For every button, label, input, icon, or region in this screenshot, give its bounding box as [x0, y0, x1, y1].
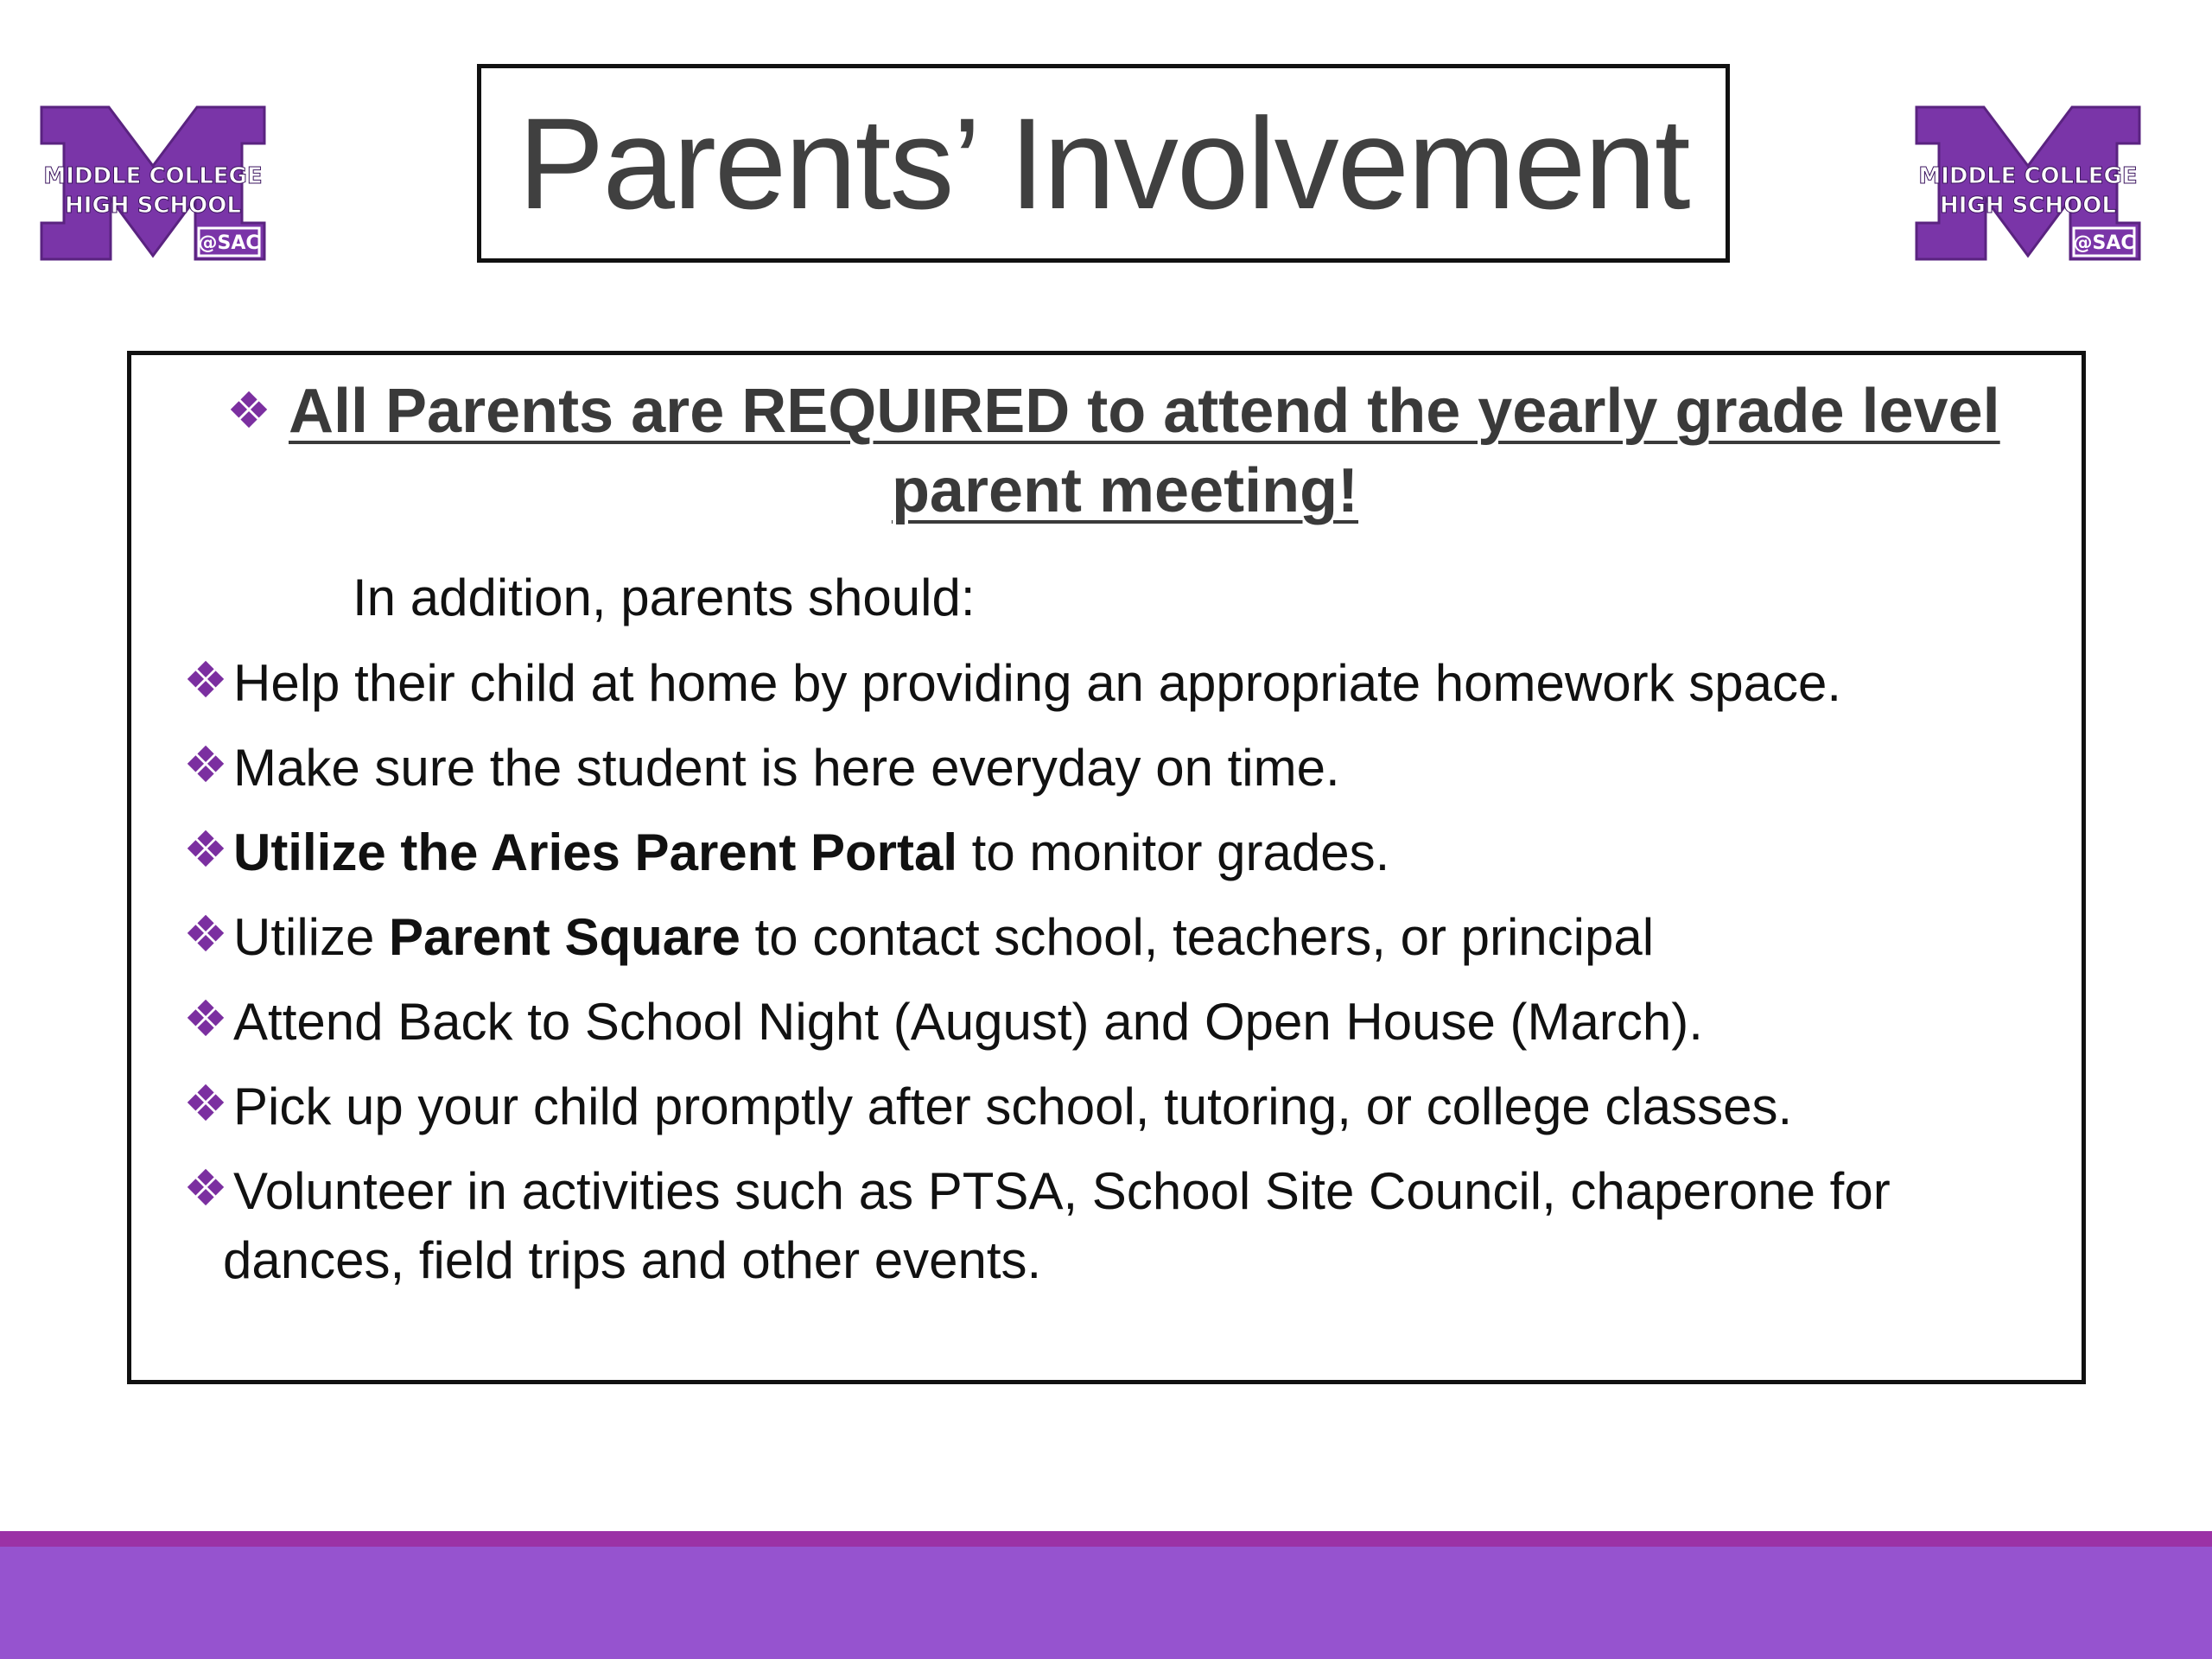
intro-text: In addition, parents should:	[353, 569, 976, 626]
title-box	[477, 64, 1730, 263]
logo-line2: HIGH SCHOOL	[1940, 193, 2116, 219]
list-item	[183, 988, 2067, 1072]
bullet-text: Attend Back to School Night (August) and Open House (March).	[233, 993, 1703, 1051]
bullet-text: to contact school, teachers, or principal	[740, 908, 1655, 966]
bullet-bold-text: Utilize the Aries Parent Portal	[233, 823, 958, 881]
bullet-text: Utilize	[233, 908, 390, 966]
bullet-bold-text: Parent Square	[389, 908, 741, 966]
diamond-bullet-icon: ❖	[226, 383, 271, 439]
list-item	[183, 1072, 2067, 1157]
diamond-bullet-icon: ❖	[183, 737, 228, 793]
school-logo-left	[38, 105, 268, 261]
bullet-text: Make sure the student is here everyday on time.	[233, 739, 1340, 797]
footer-accent-bar	[0, 1531, 2212, 1547]
school-logo-graphic	[1913, 105, 2143, 261]
content-box	[127, 351, 2086, 1384]
list-item	[183, 903, 2067, 988]
list-item	[183, 649, 2067, 734]
bullet-text: Volunteer in activities such as PTSA, School Site Council, chaperone for	[233, 1162, 1891, 1220]
list-item	[183, 734, 2067, 818]
school-logo-graphic	[38, 105, 268, 261]
bullet-list	[183, 649, 2067, 1295]
bullet-text: to monitor grades.	[957, 823, 1390, 881]
bullet-text-continued: dances, field trips and other events.	[223, 1231, 1042, 1289]
diamond-bullet-icon: ❖	[183, 1160, 228, 1217]
bullet-text: Pick up your child promptly after school, tutoring, or college classes.	[233, 1077, 1793, 1135]
logo-tag: @SAC	[2073, 232, 2135, 254]
required-notice-line2: parent meeting!	[891, 456, 1359, 525]
logo-tag: @SAC	[198, 232, 260, 254]
list-item	[183, 818, 2067, 903]
diamond-bullet-icon: ❖	[183, 822, 228, 878]
logo-line1: MIDDLE COLLEGE	[43, 163, 263, 189]
list-item	[183, 1157, 2067, 1295]
diamond-bullet-icon: ❖	[183, 906, 228, 963]
diamond-bullet-icon: ❖	[183, 991, 228, 1047]
bullet-text: Help their child at home by providing an appropriate homework space.	[233, 654, 1842, 712]
school-logo-right	[1913, 105, 2143, 261]
footer-bar	[0, 1547, 2212, 1659]
page-title: Parents’ Involvement	[518, 91, 1689, 236]
logo-line2: HIGH SCHOOL	[65, 193, 241, 219]
required-notice-line1: All Parents are REQUIRED to attend the yearly grade level	[289, 377, 2000, 446]
logo-line1: MIDDLE COLLEGE	[1918, 163, 2138, 189]
diamond-bullet-icon: ❖	[183, 1076, 228, 1132]
diamond-bullet-icon: ❖	[183, 652, 228, 709]
